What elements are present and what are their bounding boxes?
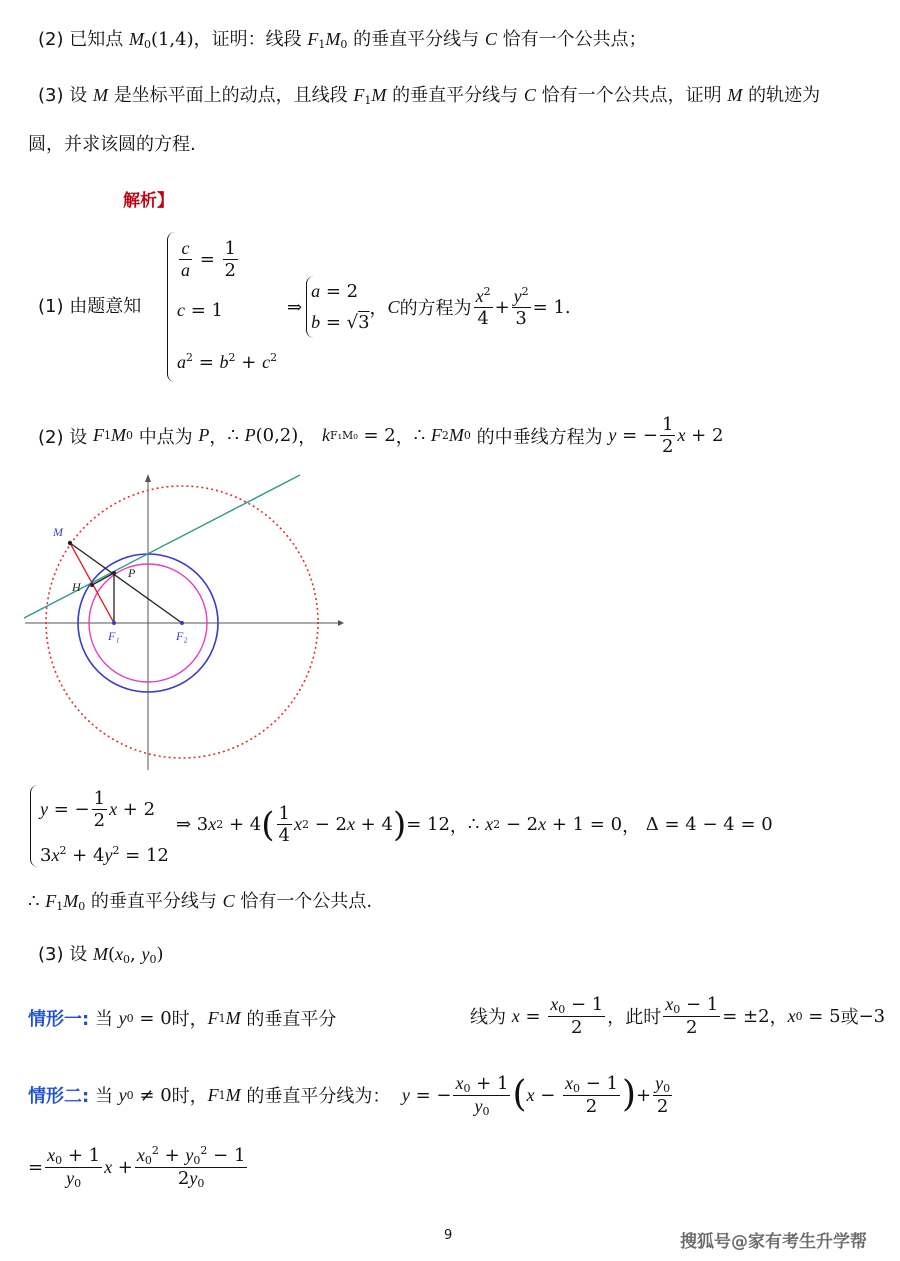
watermark: 搜狐号@家有考生升学帮: [680, 1232, 867, 1252]
label-h: H: [72, 580, 81, 594]
solution-2-system: y = − $\frac{1}{2}$ x + 2 $3x^2 + 4y^2 = 12$: [40, 787, 169, 866]
solution-1-system: $\frac{c}{a}$ = $\frac{1}{2}$ c = 1 $a^2 = b^2 + c^2$: [177, 237, 278, 373]
brace-left: [167, 232, 176, 382]
perpendicular-bisector: [24, 475, 300, 618]
page-number: 9: [444, 1228, 453, 1243]
segment-hp: [92, 573, 114, 585]
case-1-right: 线为 x = $\frac{x_0 - 1}{2}$ ，此时 $\frac{x_0 - 1}{2}$ = ±2 ， x 0 = 5 或 −3: [470, 994, 886, 1038]
case-2-formula-2: = $\frac{x_0 + 1}{y_0}$ x + $\frac{x_0^2 + y_0^2 - 1}{2y_0}$: [28, 1144, 246, 1190]
point-m: [68, 541, 72, 545]
label-p: P: [128, 566, 136, 580]
question-2: (2) 已知点 $M_0(1,4)$，证明：线段 $F_1M_0$ 的垂直平分线与 C 恰有一个公共点；: [38, 29, 647, 51]
solution-1-result: ⇒ a = 2 b = √3 ， C 的方程为 $\frac{x^2}{4}$ + $\frac{y^2}{3}$ = 1.: [287, 276, 571, 338]
geometry-figure: [20, 470, 350, 780]
point-f1: [112, 621, 116, 625]
y-axis-arrow: [145, 474, 151, 482]
question-3-line-2: 圆，并求该圆的方程.: [28, 134, 196, 155]
point-f2: [180, 621, 184, 625]
label-f2: F₂: [176, 629, 188, 643]
solution-2-line: (2) 设 F 1 M 0 中点为 P ， ∴ P (0,2) ， k F₁M₀ = 2 ， ∴ F 2 M 0 的中垂线方程为 y = − $\frac{1}{2}$ x + 2: [38, 414, 724, 457]
answer-label: 解析】: [123, 191, 174, 211]
solution-3-line: (3) 设 $M(x_0$, $y_0$): [38, 944, 164, 966]
brace-left-2: [30, 785, 39, 867]
segment-mf2: [70, 543, 182, 623]
solution-1-label: (1) 由题意知: [38, 296, 142, 317]
case-1-left: 情形一: 当 y 0 = 0 时， F 1 M 的垂直平分: [28, 1007, 337, 1030]
x-axis-arrow: [338, 620, 344, 626]
point-p: [112, 571, 116, 575]
case-2-line: 情形二: 当 y 0 ≠ 0 时， F 1 M 的垂直平分线为： y = − $\frac{x_0 + 1}{y_0}$ ( x − $\frac{x_0 - 1}{2}$ ) + $\frac{y_0}{2}$: [28, 1072, 671, 1118]
point-h: [90, 583, 94, 587]
question-3-line-1: (3) 设 M 是坐标平面上的动点，且线段 $F_1M$ 的垂直平分线与 C 恰有一个公共点，证明 M 的轨迹为: [38, 85, 821, 107]
solution-2-result: ⇒ 3 x 2 + 4 ( $\frac{1}{4}$ x 2 − 2 x + 4 ) = 12 ， ∴ x 2 − 2 x + 1 = 0 ， Δ = 4 − 4 = 0: [176, 803, 773, 846]
label-f1: F₁: [108, 629, 120, 643]
solution-2-conclusion: ∴ $F_1M_0$ 的垂直平分线与 C 恰有一个公共点.: [28, 891, 373, 913]
label-m: M: [53, 525, 63, 539]
